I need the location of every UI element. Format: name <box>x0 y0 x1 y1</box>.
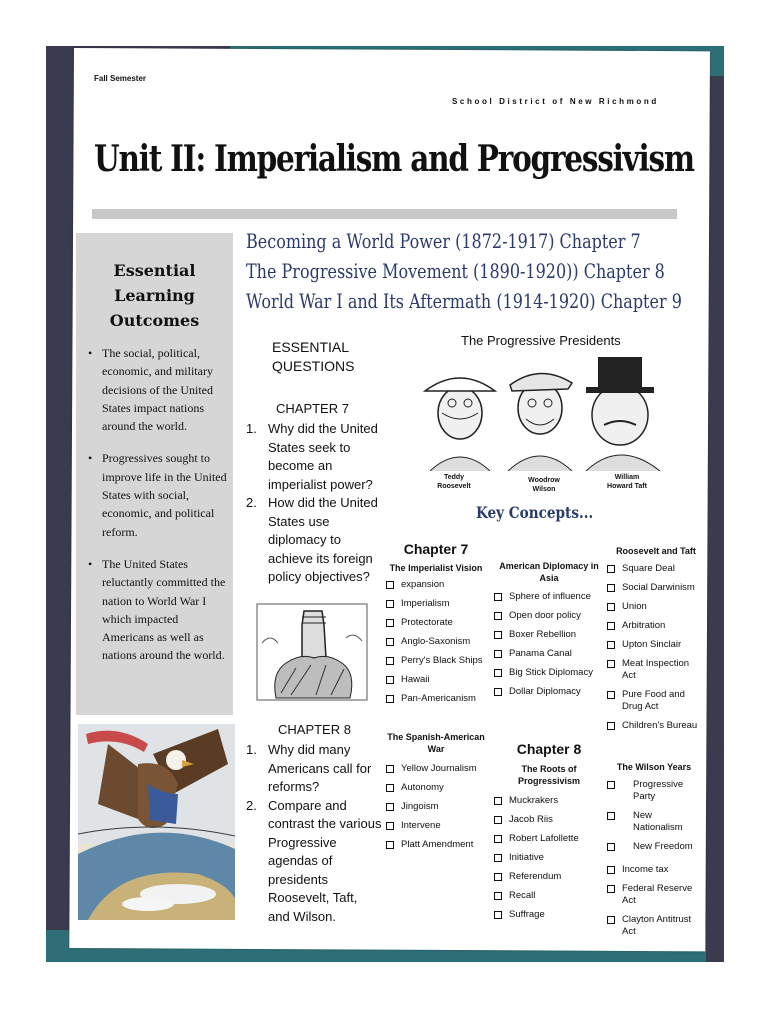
checklist-item: Jacob Riis <box>494 814 604 826</box>
imperialist-vision-heading: The Imperialist Vision <box>389 563 483 573</box>
wilson-years-list <box>607 779 703 860</box>
american-diplomacy-heading: American Diplomacy in Asia <box>499 561 599 583</box>
question-item: 1. Why did the United States seek to become an imperialist power? <box>246 421 378 492</box>
checklist-item: Autonomy <box>386 782 490 794</box>
caption-wilson: Woodrow Wilson <box>528 477 560 493</box>
checklist-item: Sphere of influence <box>494 591 604 603</box>
imperialist-vision-list <box>386 579 490 712</box>
roots-of-progressivism-list <box>494 795 604 928</box>
checklist-item: Robert Lafollette <box>494 833 604 845</box>
american-diplomacy-list <box>494 591 604 705</box>
questions-chapter-7-list <box>246 420 382 587</box>
roosevelt-and-taft-list <box>607 563 703 739</box>
checklist-item: Boxer Rebellion <box>494 629 604 641</box>
key-concepts-title: Key Concepts... <box>476 503 594 522</box>
checklist-item: Perry's Black Ships <box>386 655 490 667</box>
checklist-item: Arbitration <box>607 620 703 632</box>
question-item: 2. How did the United States use diplomacy to achieve its foreign policy objectives? <box>246 495 378 584</box>
question-item: 1. Why did many Americans call for reforms? <box>246 742 372 794</box>
kc-chapter-7-heading: Chapter 7 <box>403 541 469 557</box>
checklist-item: expansion <box>386 579 490 591</box>
checklist-item: Jingoism <box>386 801 490 813</box>
outcome-item: • The social, political, economic, and military decisions of the United States impact nations around the world. <box>88 344 228 435</box>
learning-outcomes-list <box>88 344 228 679</box>
wilson-years-list-continued <box>607 864 703 945</box>
kc-chapter-8-heading: Chapter 8 <box>516 741 582 757</box>
checklist-item: Pan-Americanism <box>386 693 490 705</box>
caption-taft: William Howard Taft <box>607 474 647 490</box>
roosevelt-and-taft-heading: Roosevelt and Taft <box>616 546 696 556</box>
chapter-line-9: World War I and Its Aftermath (1914-1920) Chapter 9 <box>246 289 682 313</box>
checklist-item: Protectorate <box>386 617 490 629</box>
checklist-item: Hawaii <box>386 674 490 686</box>
caption-roosevelt: Teddy Roosevelt <box>437 474 471 490</box>
checklist-item: Muckrakers <box>494 795 604 807</box>
chapter-line-8: The Progressive Movement (1890-1920)) Chapter 8 <box>246 259 665 283</box>
checklist-item: Children's Bureau <box>607 720 703 732</box>
eagle-globe-illustration <box>78 724 235 920</box>
checklist-item: Income tax <box>607 864 703 876</box>
spanish-american-war-list <box>386 763 490 858</box>
checklist-item: Recall <box>494 890 604 902</box>
checklist-item: Referendum <box>494 871 604 883</box>
page-title: Unit II: Imperialism and Progressivism <box>94 138 694 180</box>
checklist-item: Union <box>607 601 703 613</box>
progressive-presidents-cartoon <box>420 353 672 471</box>
questions-chapter-8-heading: CHAPTER 8 <box>278 722 351 737</box>
checklist-item: New Freedom <box>607 841 703 853</box>
wilson-years-heading: The Wilson Years <box>616 762 692 772</box>
checklist-item: Pure Food and Drug Act <box>607 689 703 713</box>
checklist-item: Suffrage <box>494 909 604 921</box>
spanish-american-war-heading: The Spanish-American War <box>387 732 485 754</box>
essential-questions-heading: ESSENTIAL QUESTIONS <box>272 339 355 374</box>
checklist-item: Anglo-Saxonism <box>386 636 490 648</box>
checklist-item: Initiative <box>494 852 604 864</box>
checklist-item: Dollar Diplomacy <box>494 686 604 698</box>
checklist-item: Federal Reserve Act <box>607 883 703 907</box>
checklist-item: Square Deal <box>607 563 703 575</box>
chapter-line-7: Becoming a World Power (1872-1917) Chapter 7 <box>246 229 641 253</box>
outcome-item: • Progressives sought to improve life in the United States with social, economic, and political reform. <box>88 449 228 540</box>
checklist-item: New Nationalism <box>607 810 703 834</box>
checklist-item: Panama Canal <box>494 648 604 660</box>
checklist-item: Clayton Antitrust Act <box>607 914 703 938</box>
semester-label: Fall Semester <box>94 74 147 83</box>
title-rule <box>92 209 677 219</box>
checklist-item: Big Stick Diplomacy <box>494 667 604 679</box>
checklist-item: Yellow Journalism <box>386 763 490 775</box>
checklist-item: Intervene <box>386 820 490 832</box>
checklist-item: Imperialism <box>386 598 490 610</box>
outcome-item: • The United States reluctantly committed the nation to World War I which impacted Americans as well as nations around the world. <box>88 555 228 665</box>
checklist-item: Progressive Party <box>607 779 703 803</box>
checklist-item: Upton Sinclair <box>607 639 703 651</box>
questions-chapter-8-list <box>246 741 382 926</box>
checklist-item: Open door policy <box>494 610 604 622</box>
district-label: School District of New Richmond <box>452 97 659 106</box>
checklist-item: Meat Inspection Act <box>607 658 703 682</box>
cartoon-title: The Progressive Presidents <box>461 333 621 348</box>
roots-of-progressivism-heading: The Roots of Progressivism <box>517 764 581 786</box>
checklist-item: Platt Amendment <box>386 839 490 851</box>
questions-chapter-7-heading: CHAPTER 7 <box>276 401 349 416</box>
imperialism-fist-illustration <box>256 603 368 701</box>
checklist-item: Social Darwinism <box>607 582 703 594</box>
question-item: 2. Compare and contrast the various Progressive agendas of presidents Roosevelt, Taft, and Wilson. <box>246 797 382 924</box>
learning-outcomes-title: Essential Learning Outcomes <box>109 261 200 330</box>
